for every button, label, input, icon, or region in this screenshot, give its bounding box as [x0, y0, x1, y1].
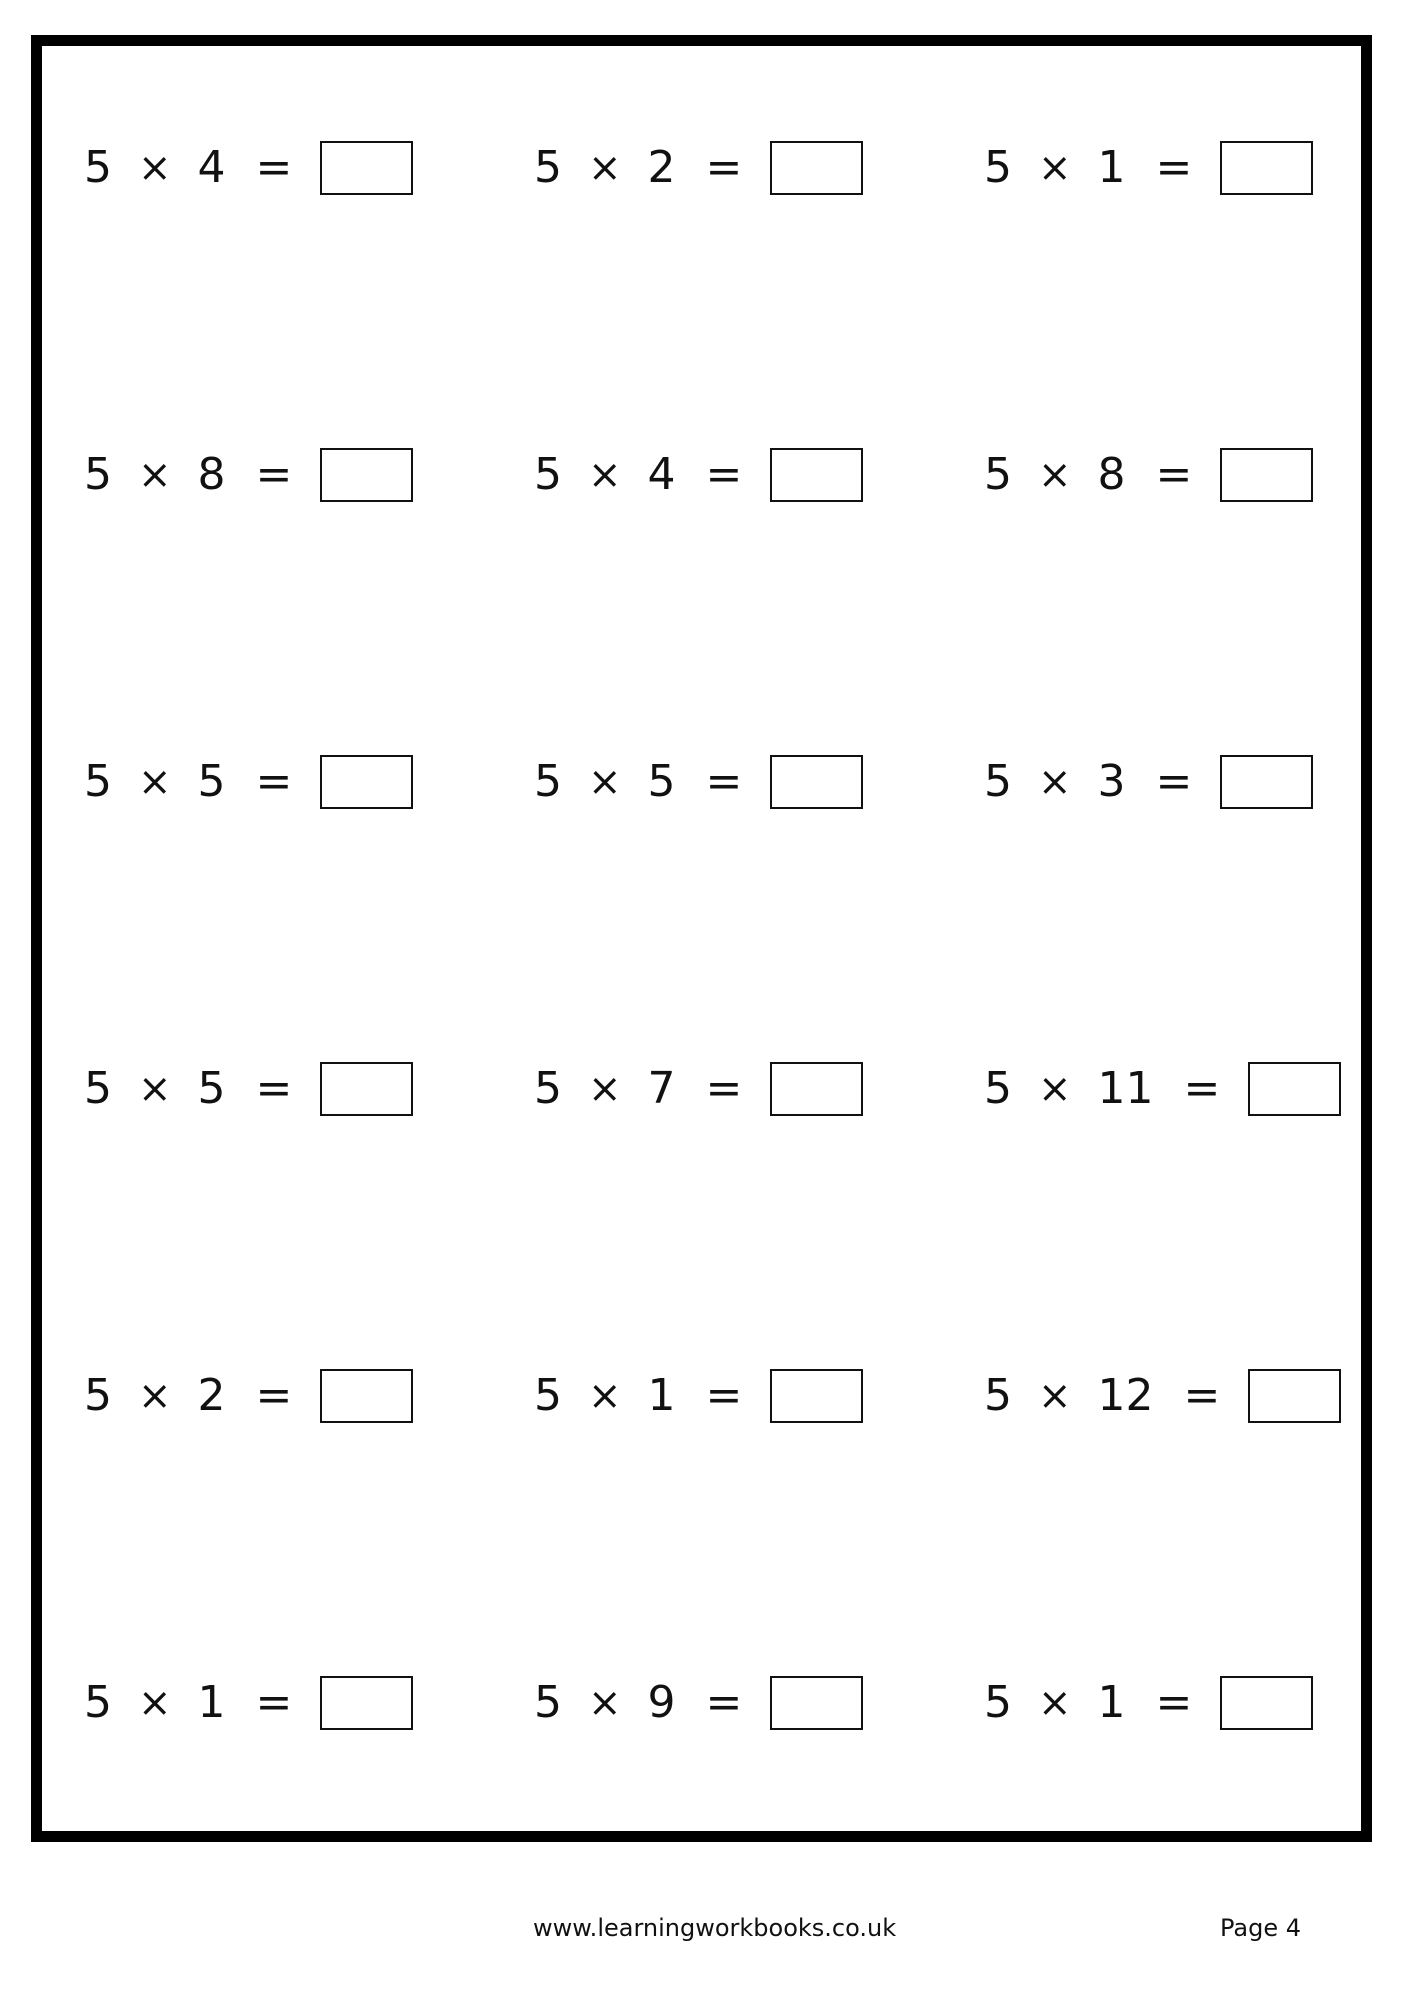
times-sign: ×: [1038, 452, 1072, 498]
multiplier: 9: [647, 1677, 676, 1728]
multiplier: 12: [1097, 1370, 1154, 1421]
problem-9: [984, 748, 1414, 816]
times-sign: ×: [1038, 1680, 1072, 1726]
problem-4: [84, 441, 534, 509]
equals-sign: =: [705, 756, 743, 807]
times-sign: ×: [138, 1680, 172, 1726]
answer-box[interactable]: [320, 141, 413, 195]
equals-sign: =: [255, 1677, 293, 1728]
equals-sign: =: [705, 142, 743, 193]
equals-sign: =: [255, 756, 293, 807]
multiplier: 4: [197, 142, 226, 193]
times-sign: ×: [588, 145, 622, 191]
problem-8: [534, 748, 984, 816]
answer-box[interactable]: [1220, 755, 1313, 809]
multiplier: 1: [197, 1677, 226, 1728]
equals-sign: =: [705, 1677, 743, 1728]
problem-16: [84, 1669, 534, 1737]
answer-box[interactable]: [1220, 141, 1313, 195]
multiplier: 5: [197, 756, 226, 807]
times-sign: ×: [1038, 1373, 1072, 1419]
multiplier: 2: [647, 142, 676, 193]
answer-box[interactable]: [1220, 448, 1313, 502]
times-sign: ×: [588, 1680, 622, 1726]
problem-11: [534, 1055, 984, 1123]
multiplier: 1: [1097, 1677, 1126, 1728]
multiplicand: 5: [984, 1677, 1012, 1728]
times-sign: ×: [138, 145, 172, 191]
equals-sign: =: [1183, 1370, 1221, 1421]
problem-grid: [84, 134, 1414, 1737]
multiplicand: 5: [984, 1370, 1012, 1421]
times-sign: ×: [138, 1066, 172, 1112]
equals-sign: =: [255, 142, 293, 193]
problem-18: [984, 1669, 1414, 1737]
times-sign: ×: [588, 1066, 622, 1112]
multiplier: 1: [647, 1370, 676, 1421]
multiplier: 3: [1097, 756, 1126, 807]
problem-7: [84, 748, 534, 816]
answer-box[interactable]: [770, 448, 863, 502]
multiplicand: 5: [534, 1370, 562, 1421]
multiplier: 8: [1097, 449, 1126, 500]
equals-sign: =: [255, 449, 293, 500]
multiplicand: 5: [84, 1063, 112, 1114]
equals-sign: =: [255, 1063, 293, 1114]
times-sign: ×: [1038, 1066, 1072, 1112]
answer-box[interactable]: [770, 1062, 863, 1116]
multiplicand: 5: [984, 756, 1012, 807]
equals-sign: =: [1155, 756, 1193, 807]
problem-2: [534, 134, 984, 202]
equals-sign: =: [705, 1063, 743, 1114]
multiplier: 1: [1097, 142, 1126, 193]
multiplicand: 5: [534, 756, 562, 807]
multiplicand: 5: [84, 1677, 112, 1728]
multiplier: 4: [647, 449, 676, 500]
times-sign: ×: [588, 1373, 622, 1419]
answer-box[interactable]: [770, 755, 863, 809]
answer-box[interactable]: [320, 448, 413, 502]
times-sign: ×: [138, 759, 172, 805]
times-sign: ×: [1038, 759, 1072, 805]
multiplicand: 5: [534, 1677, 562, 1728]
problem-13: [84, 1362, 534, 1430]
answer-box[interactable]: [770, 1676, 863, 1730]
multiplier: 5: [197, 1063, 226, 1114]
multiplier: 2: [197, 1370, 226, 1421]
times-sign: ×: [588, 759, 622, 805]
multiplier: 7: [647, 1063, 676, 1114]
problem-15: [984, 1362, 1414, 1430]
multiplicand: 5: [84, 1370, 112, 1421]
problem-3: [984, 134, 1414, 202]
equals-sign: =: [705, 1370, 743, 1421]
equals-sign: =: [255, 1370, 293, 1421]
times-sign: ×: [138, 1373, 172, 1419]
answer-box[interactable]: [770, 1369, 863, 1423]
answer-box[interactable]: [1248, 1369, 1341, 1423]
problem-1: [84, 134, 534, 202]
equals-sign: =: [1155, 1677, 1193, 1728]
problem-17: [534, 1669, 984, 1737]
equals-sign: =: [1183, 1063, 1221, 1114]
multiplicand: 5: [84, 449, 112, 500]
answer-box[interactable]: [320, 755, 413, 809]
multiplicand: 5: [984, 449, 1012, 500]
footer-website-url: www.learningworkbooks.co.uk: [533, 1914, 897, 1942]
multiplicand: 5: [984, 1063, 1012, 1114]
times-sign: ×: [1038, 145, 1072, 191]
problem-12: [984, 1055, 1414, 1123]
multiplicand: 5: [534, 142, 562, 193]
equals-sign: =: [1155, 449, 1193, 500]
multiplicand: 5: [534, 1063, 562, 1114]
answer-box[interactable]: [770, 141, 863, 195]
multiplicand: 5: [84, 142, 112, 193]
problem-10: [84, 1055, 534, 1123]
answer-box[interactable]: [1220, 1676, 1313, 1730]
multiplier: 8: [197, 449, 226, 500]
answer-box[interactable]: [320, 1062, 413, 1116]
problem-14: [534, 1362, 984, 1430]
problem-5: [534, 441, 984, 509]
multiplicand: 5: [534, 449, 562, 500]
problem-6: [984, 441, 1414, 509]
equals-sign: =: [1155, 142, 1193, 193]
answer-box[interactable]: [1248, 1062, 1341, 1116]
multiplicand: 5: [84, 756, 112, 807]
answer-box[interactable]: [320, 1369, 413, 1423]
footer-page-number: Page 4: [1220, 1914, 1301, 1942]
multiplier: 11: [1097, 1063, 1154, 1114]
multiplier: 5: [647, 756, 676, 807]
times-sign: ×: [138, 452, 172, 498]
equals-sign: =: [705, 449, 743, 500]
answer-box[interactable]: [320, 1676, 413, 1730]
multiplicand: 5: [984, 142, 1012, 193]
times-sign: ×: [588, 452, 622, 498]
